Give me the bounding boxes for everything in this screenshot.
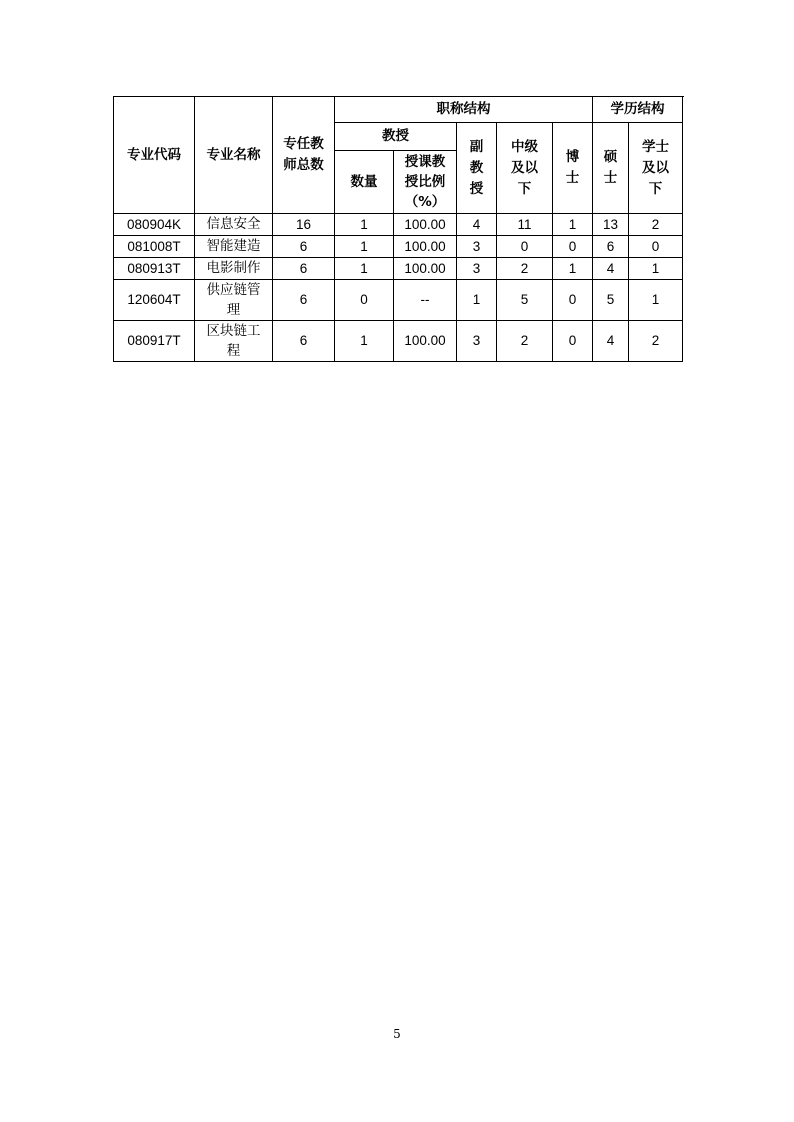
cell-doctor: 0: [553, 280, 593, 321]
header-intermediate-below: [497, 123, 553, 214]
cell-bachelor-below: 2: [629, 321, 683, 362]
cell-doctor: 1: [553, 214, 593, 236]
cell-professor-count: 1: [335, 214, 394, 236]
cell-intermediate-below: 0: [497, 236, 553, 258]
header-doctor: [553, 123, 593, 214]
cell-associate-professor: 3: [457, 258, 497, 280]
cell-teaching-ratio: 100.00: [394, 258, 457, 280]
cell-total-teachers: 6: [273, 321, 335, 362]
cell-major-code: 081008T: [114, 236, 195, 258]
cell-major-name: 智能建造: [195, 236, 273, 258]
cell-intermediate-below: 2: [497, 258, 553, 280]
cell-professor-count: 1: [335, 258, 394, 280]
cell-major-code: 080913T: [114, 258, 195, 280]
table-body: [114, 214, 683, 362]
cell-major-code: 080904K: [114, 214, 195, 236]
cell-major-code: 080917T: [114, 321, 195, 362]
cell-master: 5: [593, 280, 629, 321]
header-total-teachers: [273, 97, 335, 214]
header-degree-structure: 学历结构: [593, 97, 683, 123]
cell-total-teachers: 6: [273, 258, 335, 280]
header-associate-professor: [457, 123, 497, 214]
cell-major-name: 区块链工程: [195, 321, 273, 362]
cell-major-name: 供应链管理: [195, 280, 273, 321]
header-master-text: 硕士: [603, 149, 618, 186]
cell-master: 4: [593, 258, 629, 280]
table-row: [114, 258, 683, 280]
cell-bachelor-below: 1: [629, 258, 683, 280]
table-row: [114, 236, 683, 258]
page-number: 5: [393, 1027, 401, 1041]
header-major-name: 专业名称: [195, 97, 273, 214]
header-doctor-text: 博士: [565, 149, 580, 186]
cell-doctor: 0: [553, 236, 593, 258]
header-intermediate-below-text: 中级及以下: [511, 138, 538, 197]
cell-teaching-ratio: --: [394, 280, 457, 321]
cell-bachelor-below: 0: [629, 236, 683, 258]
header-teaching-ratio: [394, 151, 457, 214]
header-bachelor-below-text: 学士及以下: [642, 138, 669, 197]
header-major-code: 专业代码: [114, 97, 195, 214]
cell-intermediate-below: 2: [497, 321, 553, 362]
cell-professor-count: 1: [335, 321, 394, 362]
cell-bachelor-below: 1: [629, 280, 683, 321]
cell-associate-professor: 3: [457, 321, 497, 362]
cell-total-teachers: 6: [273, 280, 335, 321]
header-row-1: [114, 97, 683, 123]
cell-intermediate-below: 5: [497, 280, 553, 321]
cell-total-teachers: 16: [273, 214, 335, 236]
cell-master: 13: [593, 214, 629, 236]
faculty-structure-table: [113, 96, 683, 362]
header-title-structure: 职称结构: [335, 97, 593, 123]
cell-associate-professor: 4: [457, 214, 497, 236]
cell-associate-professor: 3: [457, 236, 497, 258]
cell-master: 4: [593, 321, 629, 362]
header-associate-professor-text: 副教授: [469, 138, 484, 197]
header-total-teachers-text: 专任教师总数: [283, 136, 324, 173]
cell-major-name: 电影制作: [195, 258, 273, 280]
header-professor: 教授: [335, 123, 457, 151]
table-row: [114, 280, 683, 321]
cell-teaching-ratio: 100.00: [394, 236, 457, 258]
table-row: [114, 214, 683, 236]
cell-intermediate-below: 11: [497, 214, 553, 236]
cell-professor-count: 0: [335, 280, 394, 321]
header-professor-count: 数量: [335, 151, 394, 214]
cell-doctor: 1: [553, 258, 593, 280]
table-row: [114, 321, 683, 362]
cell-major-code: 120604T: [114, 280, 195, 321]
cell-total-teachers: 6: [273, 236, 335, 258]
cell-associate-professor: 1: [457, 280, 497, 321]
cell-teaching-ratio: 100.00: [394, 214, 457, 236]
cell-bachelor-below: 2: [629, 214, 683, 236]
header-bachelor-below: [629, 123, 683, 214]
header-teaching-ratio-text: 授课教授比例（%）: [404, 154, 446, 210]
cell-professor-count: 1: [335, 236, 394, 258]
cell-master: 6: [593, 236, 629, 258]
cell-teaching-ratio: 100.00: [394, 321, 457, 362]
cell-major-name: 信息安全: [195, 214, 273, 236]
cell-doctor: 0: [553, 321, 593, 362]
header-master: [593, 123, 629, 214]
